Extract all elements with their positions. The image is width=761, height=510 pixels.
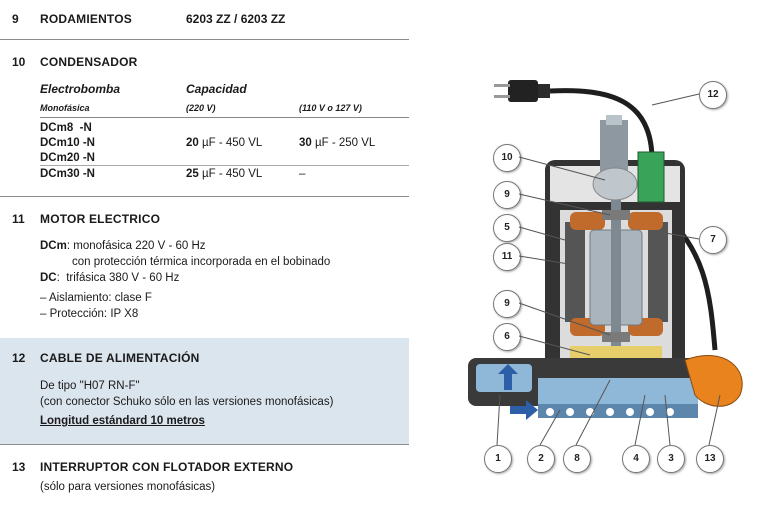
section-9-title: RODAMIENTOS bbox=[40, 12, 132, 26]
sub-110v: (110 V o 127 V) bbox=[299, 103, 362, 113]
callout-9-upper: 9 bbox=[493, 181, 521, 209]
capacitance-110-dcm30: – bbox=[299, 168, 306, 180]
section-12-title: CABLE DE ALIMENTACIÓN bbox=[40, 351, 200, 365]
callout-1: 1 bbox=[484, 445, 512, 473]
capacitance-220-dcm10-unit: µF - 450 VL bbox=[198, 137, 263, 149]
motor-dcm-protection: con protección térmica incorporada en el bobinado bbox=[72, 256, 331, 268]
callout-2: 2 bbox=[527, 445, 555, 473]
capacitance-220-dcm30-value: 25 bbox=[186, 168, 199, 180]
capacitance-110-dcm10-value: 30 bbox=[299, 137, 312, 149]
motor-dcm-label: DCm bbox=[40, 240, 67, 252]
motor-aislamiento: – Aislamiento: clase F bbox=[40, 292, 152, 304]
sub-monofasica: Monofásica bbox=[40, 103, 90, 113]
callout-7: 7 bbox=[699, 226, 727, 254]
section-12-number: 12 bbox=[12, 351, 26, 365]
motor-dc-label: DC bbox=[40, 272, 57, 284]
motor-proteccion: – Protección: IP X8 bbox=[40, 308, 139, 320]
section-11-number: 11 bbox=[12, 212, 25, 226]
model-dcm8: DCm8 -N bbox=[40, 122, 92, 134]
cable-connector-note: (con conector Schuko sólo en las versiones monofásicas) bbox=[40, 396, 334, 408]
motor-dc-text: : trifásica 380 V - 60 Hz bbox=[56, 272, 180, 284]
capacitance-220-dcm30-unit: µF - 450 VL bbox=[198, 168, 263, 180]
section-11-title: MOTOR ELECTRICO bbox=[40, 212, 161, 226]
sub-220v: (220 V) bbox=[186, 103, 216, 113]
section-10-number: 10 bbox=[12, 55, 26, 69]
section-9-value: 6203 ZZ / 6203 ZZ bbox=[186, 12, 286, 26]
section-13-title: INTERRUPTOR CON FLOTADOR EXTERNO bbox=[40, 460, 294, 474]
callout-6: 6 bbox=[493, 323, 521, 351]
callout-13: 13 bbox=[696, 445, 724, 473]
callout-10: 10 bbox=[493, 144, 521, 172]
motor-dcm-text: : monofásica 220 V - 60 Hz bbox=[66, 240, 206, 252]
model-dcm20: DCm20 -N bbox=[40, 152, 95, 164]
float-switch-note: (sólo para versiones monofásicas) bbox=[40, 481, 216, 493]
callout-4: 4 bbox=[622, 445, 650, 473]
col-electrobomba: Electrobomba bbox=[40, 82, 121, 96]
capacitance-110-dcm10-unit: µF - 250 VL bbox=[311, 137, 376, 149]
callout-9-lower: 9 bbox=[493, 290, 521, 318]
col-capacidad: Capacidad bbox=[186, 82, 247, 96]
capacitance-220-dcm10-value: 20 bbox=[186, 137, 199, 149]
callout-8: 8 bbox=[563, 445, 591, 473]
section-9-number: 9 bbox=[12, 12, 19, 26]
callout-11: 11 bbox=[493, 243, 521, 271]
cable-length: Longitud estándard 10 metros bbox=[40, 415, 205, 427]
callout-3: 3 bbox=[657, 445, 685, 473]
section-13-number: 13 bbox=[12, 460, 26, 474]
model-dcm10: DCm10 -N bbox=[40, 137, 95, 149]
section-10-title: CONDENSADOR bbox=[40, 55, 138, 69]
cable-type: De tipo "H07 RN-F" bbox=[40, 380, 140, 392]
callout-12: 12 bbox=[699, 81, 727, 109]
model-dcm30: DCm30 -N bbox=[40, 168, 95, 180]
callout-5: 5 bbox=[493, 214, 521, 242]
